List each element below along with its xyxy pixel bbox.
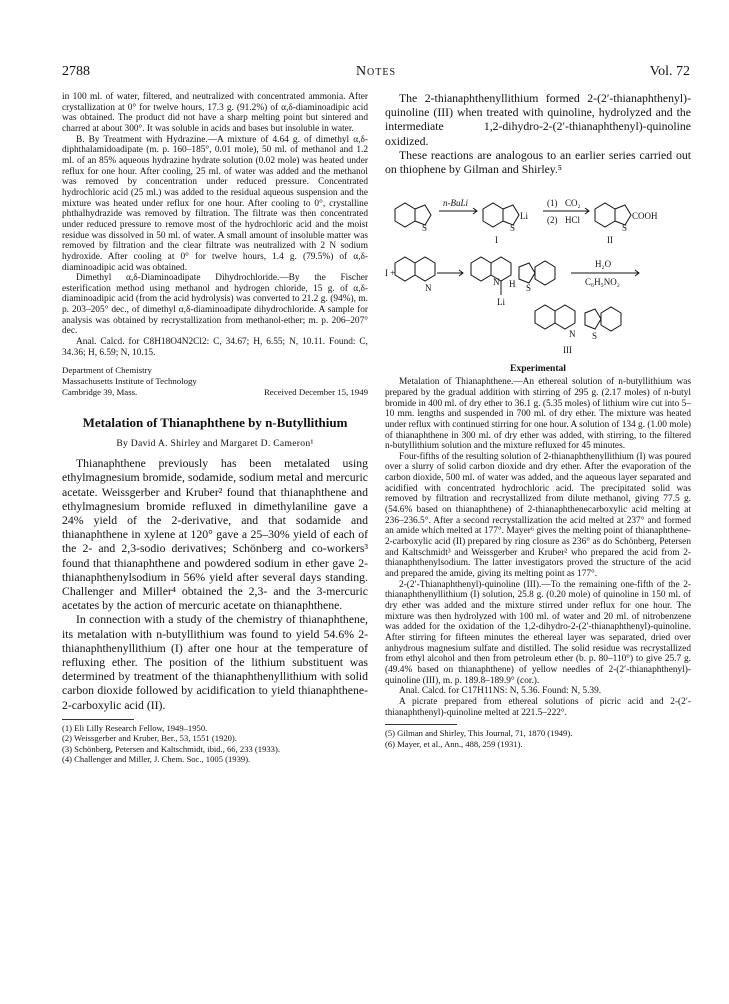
nitrogen-label: N bbox=[425, 283, 432, 294]
footnote-rule bbox=[385, 724, 457, 725]
quinoline-ring bbox=[395, 257, 415, 281]
sulfur-label: S bbox=[526, 283, 532, 294]
analysis-line: Anal. Calcd. for C8H18O4N2Cl2: C, 34.67; H, 6.55; N, 10.11. Found: C, 34.36; H, 6.59; N, 10.15. bbox=[62, 337, 368, 358]
quinoline-ring bbox=[535, 305, 555, 329]
compound-label: II bbox=[607, 235, 613, 246]
water-label: H₂O bbox=[595, 259, 612, 270]
city: Cambridge 39, Mass. bbox=[62, 386, 138, 397]
body-paragraph: These reactions are analogous to an earlier series carried out on thiophene by Gilman and Shirley.⁵ bbox=[385, 148, 691, 177]
quinoline-ring bbox=[471, 257, 491, 281]
volume-number: Vol. 72 bbox=[649, 64, 690, 79]
step-label: (2) bbox=[547, 215, 558, 226]
sulfur-label: S bbox=[622, 223, 628, 234]
benzene-ring bbox=[601, 307, 621, 331]
oxidant-label: C₆H₅NO₂ bbox=[585, 277, 620, 288]
analysis-line: Anal. Calcd. for C17H11NS: N, 5.36. Found: N, 5.39. bbox=[399, 686, 602, 697]
sulfur-label: S bbox=[422, 223, 428, 234]
byline: By David A. Shirley and Margaret D. Cameron¹ bbox=[116, 438, 314, 450]
footnote: (5) Gilman and Shirley, This Journal, 71, 1870 (1949). bbox=[385, 728, 573, 739]
step-label: (1) bbox=[547, 198, 558, 209]
nitrogen-label: N bbox=[569, 329, 576, 340]
paragraph: B. By Treatment with Hydrazine.—A mixture of 4.64 g. of dimethyl α,δ-diphthalamidoadipate (m. p. 160–185°, 0.01 mole), 50 ml. of methanol and 1.2 ml. of an 85% aqueous hydrazine hydrate solution (0.02 mole) was heated under reflux for one hour. After cooling, 25 ml. of water was added and the methanol was removed by concentration under reduced pressure. Concentrated hydrochloric acid (25 ml.) was added to the residual aqueous suspension and the mixture was heated under reflux for one hour. After cooling to 0°, crystalline phthalhydrazide was removed by filtration. The filtrate was then concentrated under reduced pressure to remove most of the hydrochloric acid and the moist residue was dissolved in 50 ml. of water. A small amount of insoluble matter was removed by filtration and the clear filtrate was neutralized with 2 N sodium hydroxide. After cooling at 0° for twelve hours, 1.4 g. (79.5%) of α,δ-diaminoadipic acid was obtained. bbox=[62, 134, 368, 273]
body-paragraph: The 2-thianaphthenyllithium formed 2-(2′-thianaphthenyl)-quinoline (III) when treated with quinoline, hydrolyzed and the intermediate 1,2-dihydro-2-(2′-thianaphthenyl)-quinoline oxidized. bbox=[385, 92, 691, 148]
page-header bbox=[62, 64, 690, 84]
right-column bbox=[385, 92, 691, 749]
paragraph: Four-fifths of the resulting solution of 2-thianaphthenyllithium (I) was poured over a slurry of solid carbon dioxide and dry ether. After the evaporation of the carbon dioxide, 500 ml. of water was added, and the aqueous layer separated and acidified with concentrated hydrochloric acid. The precipitated solid was removed by filtration and recrystallized from dilute methanol, giving 77.5 g. (54.6% based on thianaphthene) of 2-thianaphthenecarboxylic acid melting at 236–236.5°. After a second recrystallization the acid melted at 237° and formed an amide which melted at 177°. Mayer⁶ gives the melting point of thianaphthene-2-carboxylic acid (II) prepared by ring closure as 236° as do Schönberg, Petersen and Kaltschmidt³ and Weissgerber and Kruber² who prepared the acid from 2-thianaphthenylsodium. The latter investigators proved the structure of the acid and prepared the amide, giving its melting point as 177°. bbox=[385, 451, 691, 580]
cooh-label: COOH bbox=[632, 211, 658, 222]
paragraph: 2-(2′-Thianaphthenyl)-quinoline (III).—To the remaining one-fifth of the 2-thianaphthenyllithium (I) solution, 25.8 g. (0.20 mole) of quinoline in 150 ml. of dry ether was added and the mixture stirred under reflux for one hour. The mixture was then hydrolyzed with 100 ml. of water and 20 ml. of nitrobenzene was added for the oxidation of the 1,2-dihydro-2-(2′-thianaphthenyl)-quinoline. After stirring for fifteen minutes the ethereal layer was separated, dried over anhydrous magnesium sulfate and distilled. The solid residue was recrystallized from ethyl alcohol and then from petroleum ether (b. p. 80–110°) to give 25.7 g. (49.4% based on thianaphthene) of yellow needles of 2-(2′-thianaphthenyl)-quinoline (III), m. p. 189.8–189.9° (cor.). bbox=[385, 579, 691, 686]
sulfur-label: S bbox=[592, 331, 598, 342]
footnote: (1) Eli Lilly Research Fellow, 1949–1950. bbox=[62, 722, 208, 733]
thiophene-ring bbox=[415, 205, 431, 225]
paragraph: Metalation of Thianaphthene.—An ethereal solution of n-butyllithium was prepared by the gradual addition with stirring of 295 g. (2.17 moles) of n-butyl bromide in 400 ml. of dry ether to 36.1 g. (5.35 moles) of lithium wire cut into 5–10 mm. lengths and suspended in 700 ml. of dry ether. The mixture was heated under reflux with continued stirring for one hour. A solution of 134 g. (1.00 mole) of thianaphthene in 300 ml. of dry ether was added, with stirring, to the filtered n-butyllithium solution and the mixture refluxed for 45 minutes. bbox=[385, 377, 691, 452]
footnote: (6) Mayer, et al., Ann., 488, 259 (1931). bbox=[385, 738, 523, 749]
reaction-scheme bbox=[385, 181, 691, 357]
city-received bbox=[62, 387, 368, 398]
hydrogen-label: H bbox=[509, 279, 516, 290]
benzene-ring bbox=[395, 203, 415, 227]
benzene-ring bbox=[483, 203, 503, 227]
nitrogen-label: N bbox=[493, 277, 500, 288]
institution: Massachusetts Institute of Technology bbox=[62, 376, 197, 386]
thiophene-ring bbox=[519, 263, 535, 283]
plus-label: I + bbox=[385, 268, 396, 279]
thiophene-ring bbox=[503, 205, 519, 225]
received-date: Received December 15, 1949 bbox=[263, 386, 368, 397]
department: Department of Chemistry bbox=[62, 365, 152, 376]
reagent-label: n-BuLi bbox=[443, 198, 469, 209]
lithium-label: Li bbox=[520, 211, 528, 222]
footnote: (2) Weissgerber and Kruber, Ber., 53, 1551 (1920). bbox=[62, 733, 237, 744]
section-heading: Experimental bbox=[510, 363, 566, 375]
footnote: (3) Schönberg, Petersen and Kaltschmidt, ibid., 66, 233 (1933). bbox=[62, 743, 280, 754]
compound-label: III bbox=[563, 345, 572, 356]
body-paragraph: In connection with a study of the chemistry of thianaphthene, its metalation with n-butyllithium was found to yield 54.6% 2-thianaphthenyllithium (I) after one hour at the temperature of refluxing ether. The position of the lithium substituent was determined by treatment of the thianaphthenyllithium with solid carbon dioxide followed by acidification to yield thianaphthene-2-carboxylic acid (II). bbox=[62, 613, 368, 712]
sulfur-label: S bbox=[510, 223, 516, 234]
footnote-rule bbox=[62, 719, 134, 720]
body-paragraph: Thianaphthene previously has been metalated using ethylmagnesium bromide, sodamide, sodium metal and mercuric acetate. Weissgerber and Kruber² found that thianaphthene and ethylmagnesium bromide refluxed in dimethylaniline gave a 24% yield of the 2-derivative, and that sodamide and thianaphthene in xylene at 120° gave a 25–30% yield of each of the 2- and 2,3-sodio derivatives; Schönberg and co-workers³ found that thianaphthene and powdered sodium in ether gave 2-thianaphthenylsodium in 56% yield after several days standing. Challenger and Miller⁴ obtained the 2,3- and the 3-mercuric acetates by the action of mercuric acetate on thianaphthene. bbox=[62, 457, 368, 613]
paragraph: A picrate prepared from ethereal solutions of picric acid and 2-(2′-thianaphthenyl)-quinoline melted at 221.5–222°. bbox=[385, 696, 691, 718]
thiophene-ring bbox=[615, 205, 631, 225]
benzene-ring bbox=[595, 203, 615, 227]
running-title: Notes bbox=[355, 64, 397, 79]
page-number: 2788 bbox=[62, 64, 90, 79]
hcl-label: HCl bbox=[565, 215, 581, 226]
paragraph: in 100 ml. of water, filtered, and neutralized with concentrated ammonia. After crystallization at 0° for twelve hours, 17.3 g. (91.2%) of α,δ-diaminoadipic acid was obtained. The product did not have a sharp melting point but sintered and charred at about 300°. It was soluble in acids and bases but insoluble in water. bbox=[62, 92, 368, 134]
quinoline-ring bbox=[415, 257, 435, 281]
paragraph: Dimethyl α,δ-Diaminoadipate Dihydrochloride.—By the Fischer esterification method using methanol and hydrogen chloride, 15 g. of α,δ-diaminoadipic acid (from the acid hydrolysis) was converted to 21.2 g. (94%), m. p. 203–205° dec., of dimethyl α,δ-diaminoadipate dihydrochloride. A sample for analysis was obtained by recrystallization from methanol-ether; m. p. 206–207° dec. bbox=[62, 273, 368, 337]
left-column bbox=[62, 92, 368, 764]
footnote: (4) Challenger and Miller, J. Chem. Soc., 1005 (1939). bbox=[62, 753, 251, 764]
affiliation bbox=[62, 365, 368, 397]
co2-label: CO₂ bbox=[565, 198, 581, 209]
compound-label: I bbox=[495, 235, 498, 246]
article-title: Metalation of Thianaphthene by n-Butyllithium bbox=[82, 415, 348, 431]
quinoline-ring bbox=[555, 305, 575, 329]
thiophene-ring bbox=[585, 309, 601, 329]
benzene-ring bbox=[535, 261, 555, 285]
lithium-label: Li bbox=[497, 297, 505, 308]
